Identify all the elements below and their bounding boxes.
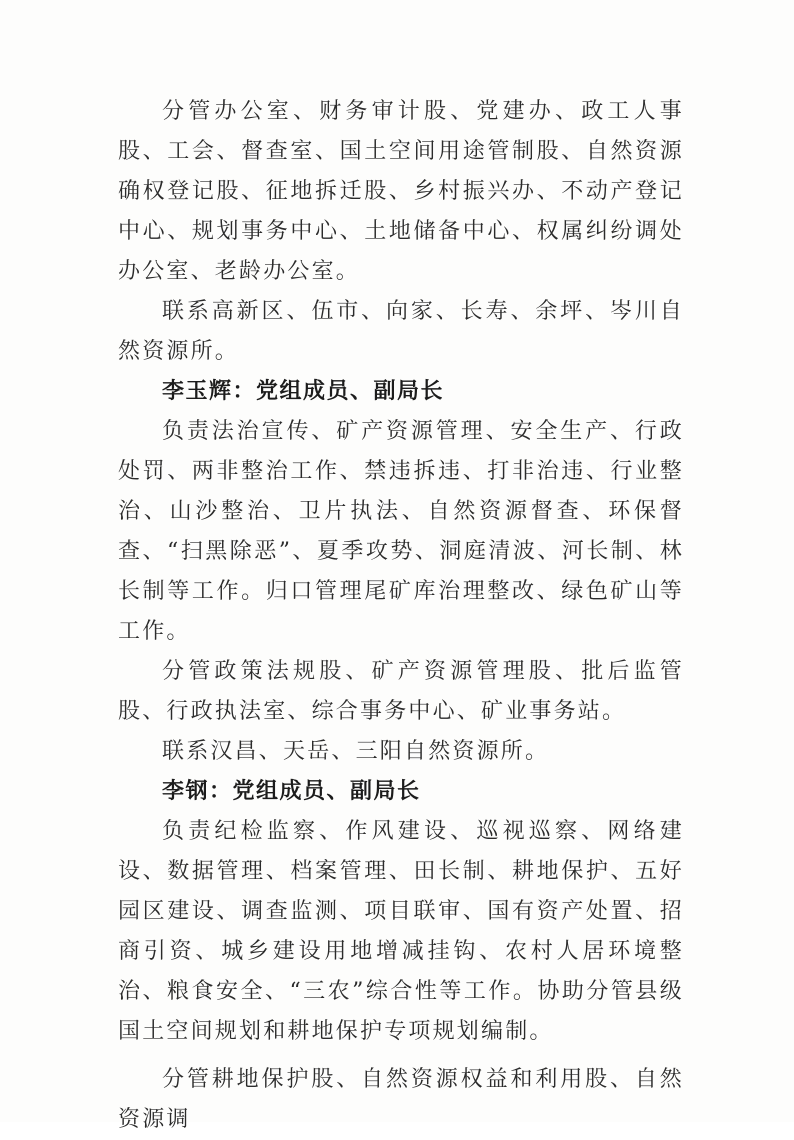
document-body (118, 92, 684, 1140)
heading-official-li-yuhui: 李玉辉：党组成员、副局长 (162, 379, 445, 404)
heading-official-li-gang: 李钢：党组成员、副局长 (162, 779, 421, 804)
paragraph-departments-li-yuhui: 分管政策法规股、矿产资源管理股、批后监管股、行政执法室、综合事务中心、矿业事务站。 (118, 659, 684, 724)
paragraph-liaison-li-yuhui: 联系汉昌、天岳、三阳自然资源所。 (162, 739, 550, 764)
paragraph-spacer (118, 1052, 684, 1060)
paragraph-liaison-1: 联系高新区、伍市、向家、长寿、余坪、岑川自然资源所。 (118, 299, 684, 364)
paragraph-duties-li-gang: 负责纪检监察、作风建设、巡视巡察、网络建设、数据管理、档案管理、田长制、耕地保护、五好园区建设、调查监测、项目联审、国有资产处置、招商引资、城乡建设用地增减挂钩、农村人居环境整治、粮食安全、“三农”综合性等工作。协助分管县级国土空间规划和耕地保护专项规划编制。 (118, 819, 684, 1044)
paragraph-responsibilities-1: 分管办公室、财务审计股、党建办、政工人事股、工会、督查室、国土空间用途管制股、自然资源确权登记股、征地拆迁股、乡村振兴办、不动产登记中心、规划事务中心、土地储备中心、权属纠纷调处办公室、老龄办公室。 (118, 99, 684, 284)
paragraph-duties-li-yuhui: 负责法治宣传、矿产资源管理、安全生产、行政处罚、两非整治工作、禁违拆违、打非治违、行业整治、山沙整治、卫片执法、自然资源督查、环保督查、“扫黑除恶”、夏季攻势、洞庭清波、河长制、林长制等工作。归口管理尾矿库治理整改、绿色矿山等工作。 (118, 419, 684, 644)
paragraph-departments-li-gang: 分管耕地保护股、自然资源权益和利用股、自然资源调 (118, 1067, 684, 1132)
